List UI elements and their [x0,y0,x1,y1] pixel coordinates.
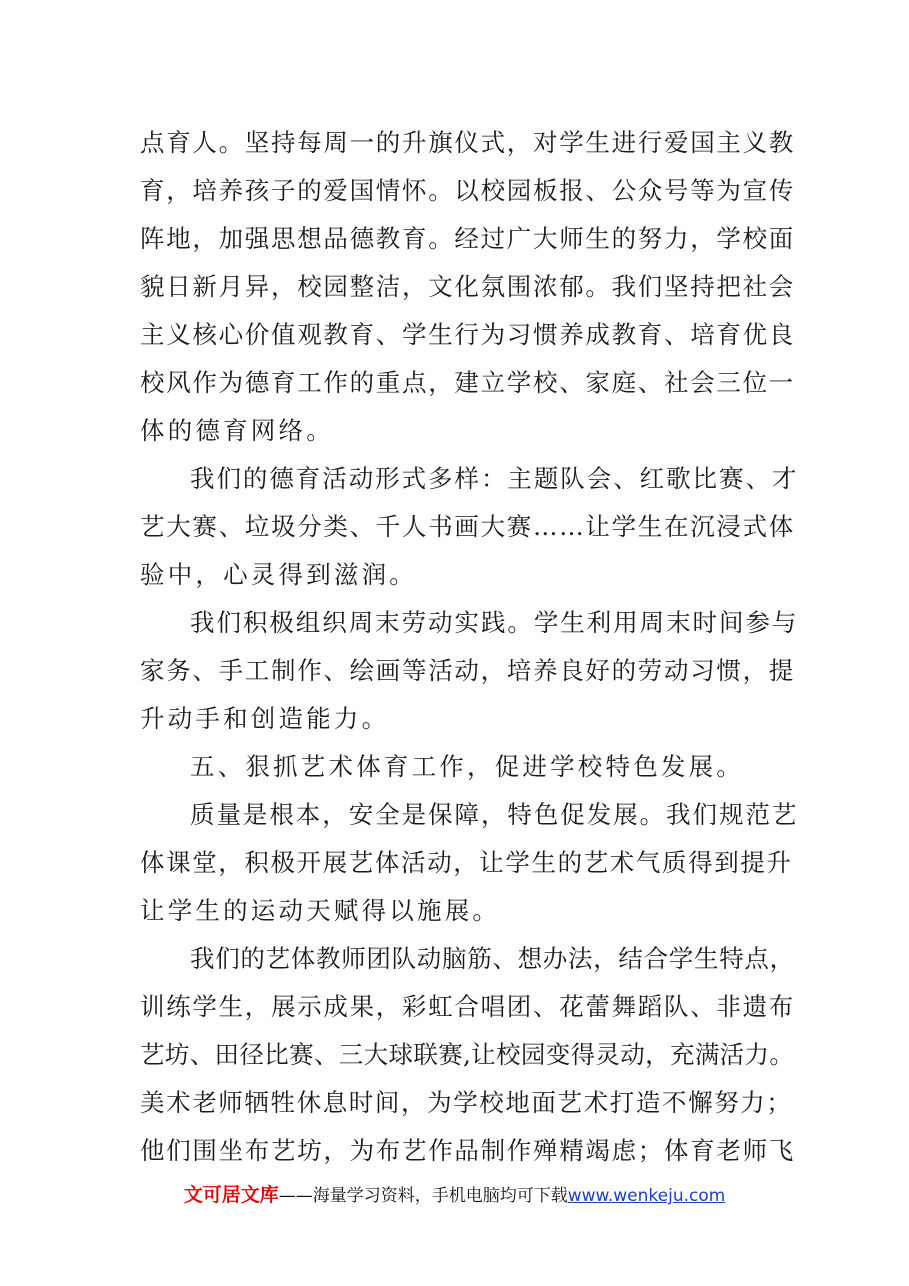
paragraph-line: 升动手和创造能力。 [140,704,390,733]
paragraph-line: 验中，心灵得到滋润。 [140,560,417,589]
paragraph-line: 质量是根本，安全是保障，特色促发展。我们规范艺 [190,800,799,829]
paragraph-line: 育，培养孩子的爱国情怀。以校园板报、公众号等为宣传 [140,176,795,205]
paragraph-line: 美术老师牺牲休息时间，为学校地面艺术打造不懈努力； [140,1088,793,1117]
paragraph-line: 体课堂，积极开展艺体活动，让学生的艺术气质得到提升 [140,848,793,877]
paragraph-line: 体的德育网络。 [140,416,334,445]
paragraph-line: 让学生的运动天赋得以施展。 [140,896,501,925]
footer-tagline: ——海量学习资料，手机电脑均可下载 [278,1186,568,1206]
paragraph-line: 我们积极组织周末劳动实践。学生利用周末时间参与 [190,608,799,637]
paragraph-line: 校风作为德育工作的重点，建立学校、家庭、社会三位一 [140,368,795,397]
paragraph-line: 阵地，加强思想品德教育。经过广大师生的努力，学校面 [140,224,795,253]
paragraph-line: 点育人。坚持每周一的升旗仪式，对学生进行爱国主义教 [140,128,795,157]
paragraph-line: 貌日新月异，校园整洁，文化氛围浓郁。我们坚持把社会 [140,272,795,301]
paragraph-line: 我们的德育活动形式多样：主题队会、红歌比赛、才 [190,464,799,493]
paragraph-line: 我们的艺体教师团队动脑筋、想办法，结合学生特点， [190,944,795,973]
footer-link[interactable]: www.wenkeju.com [567,1186,726,1206]
footer-banner [0,1180,909,1207]
paragraph-line: 主义核心价值观教育、学生行为习惯养成教育、培育优良 [140,320,795,349]
paragraph-line: 家务、手工制作、绘画等活动，培养良好的劳动习惯，提 [140,656,795,685]
footer-brand: 文可居文库 [183,1184,279,1206]
paragraph-line: 他们围坐布艺坊，为布艺作品制作殚精竭虑；体育老师飞 [140,1136,795,1165]
paragraph-line: 训练学生，展示成果，彩虹合唱团、花蕾舞蹈队、非遗布 [140,992,795,1021]
paragraph-line: 艺坊、田径比赛、三大球联赛,让校园变得灵动，充满活力。 [140,1040,795,1069]
section-heading: 五、狠抓艺术体育工作，促进学校特色发展。 [190,752,744,781]
paragraph-line: 艺大赛、垃圾分类、千人书画大赛……让学生在沉浸式体 [140,512,795,541]
